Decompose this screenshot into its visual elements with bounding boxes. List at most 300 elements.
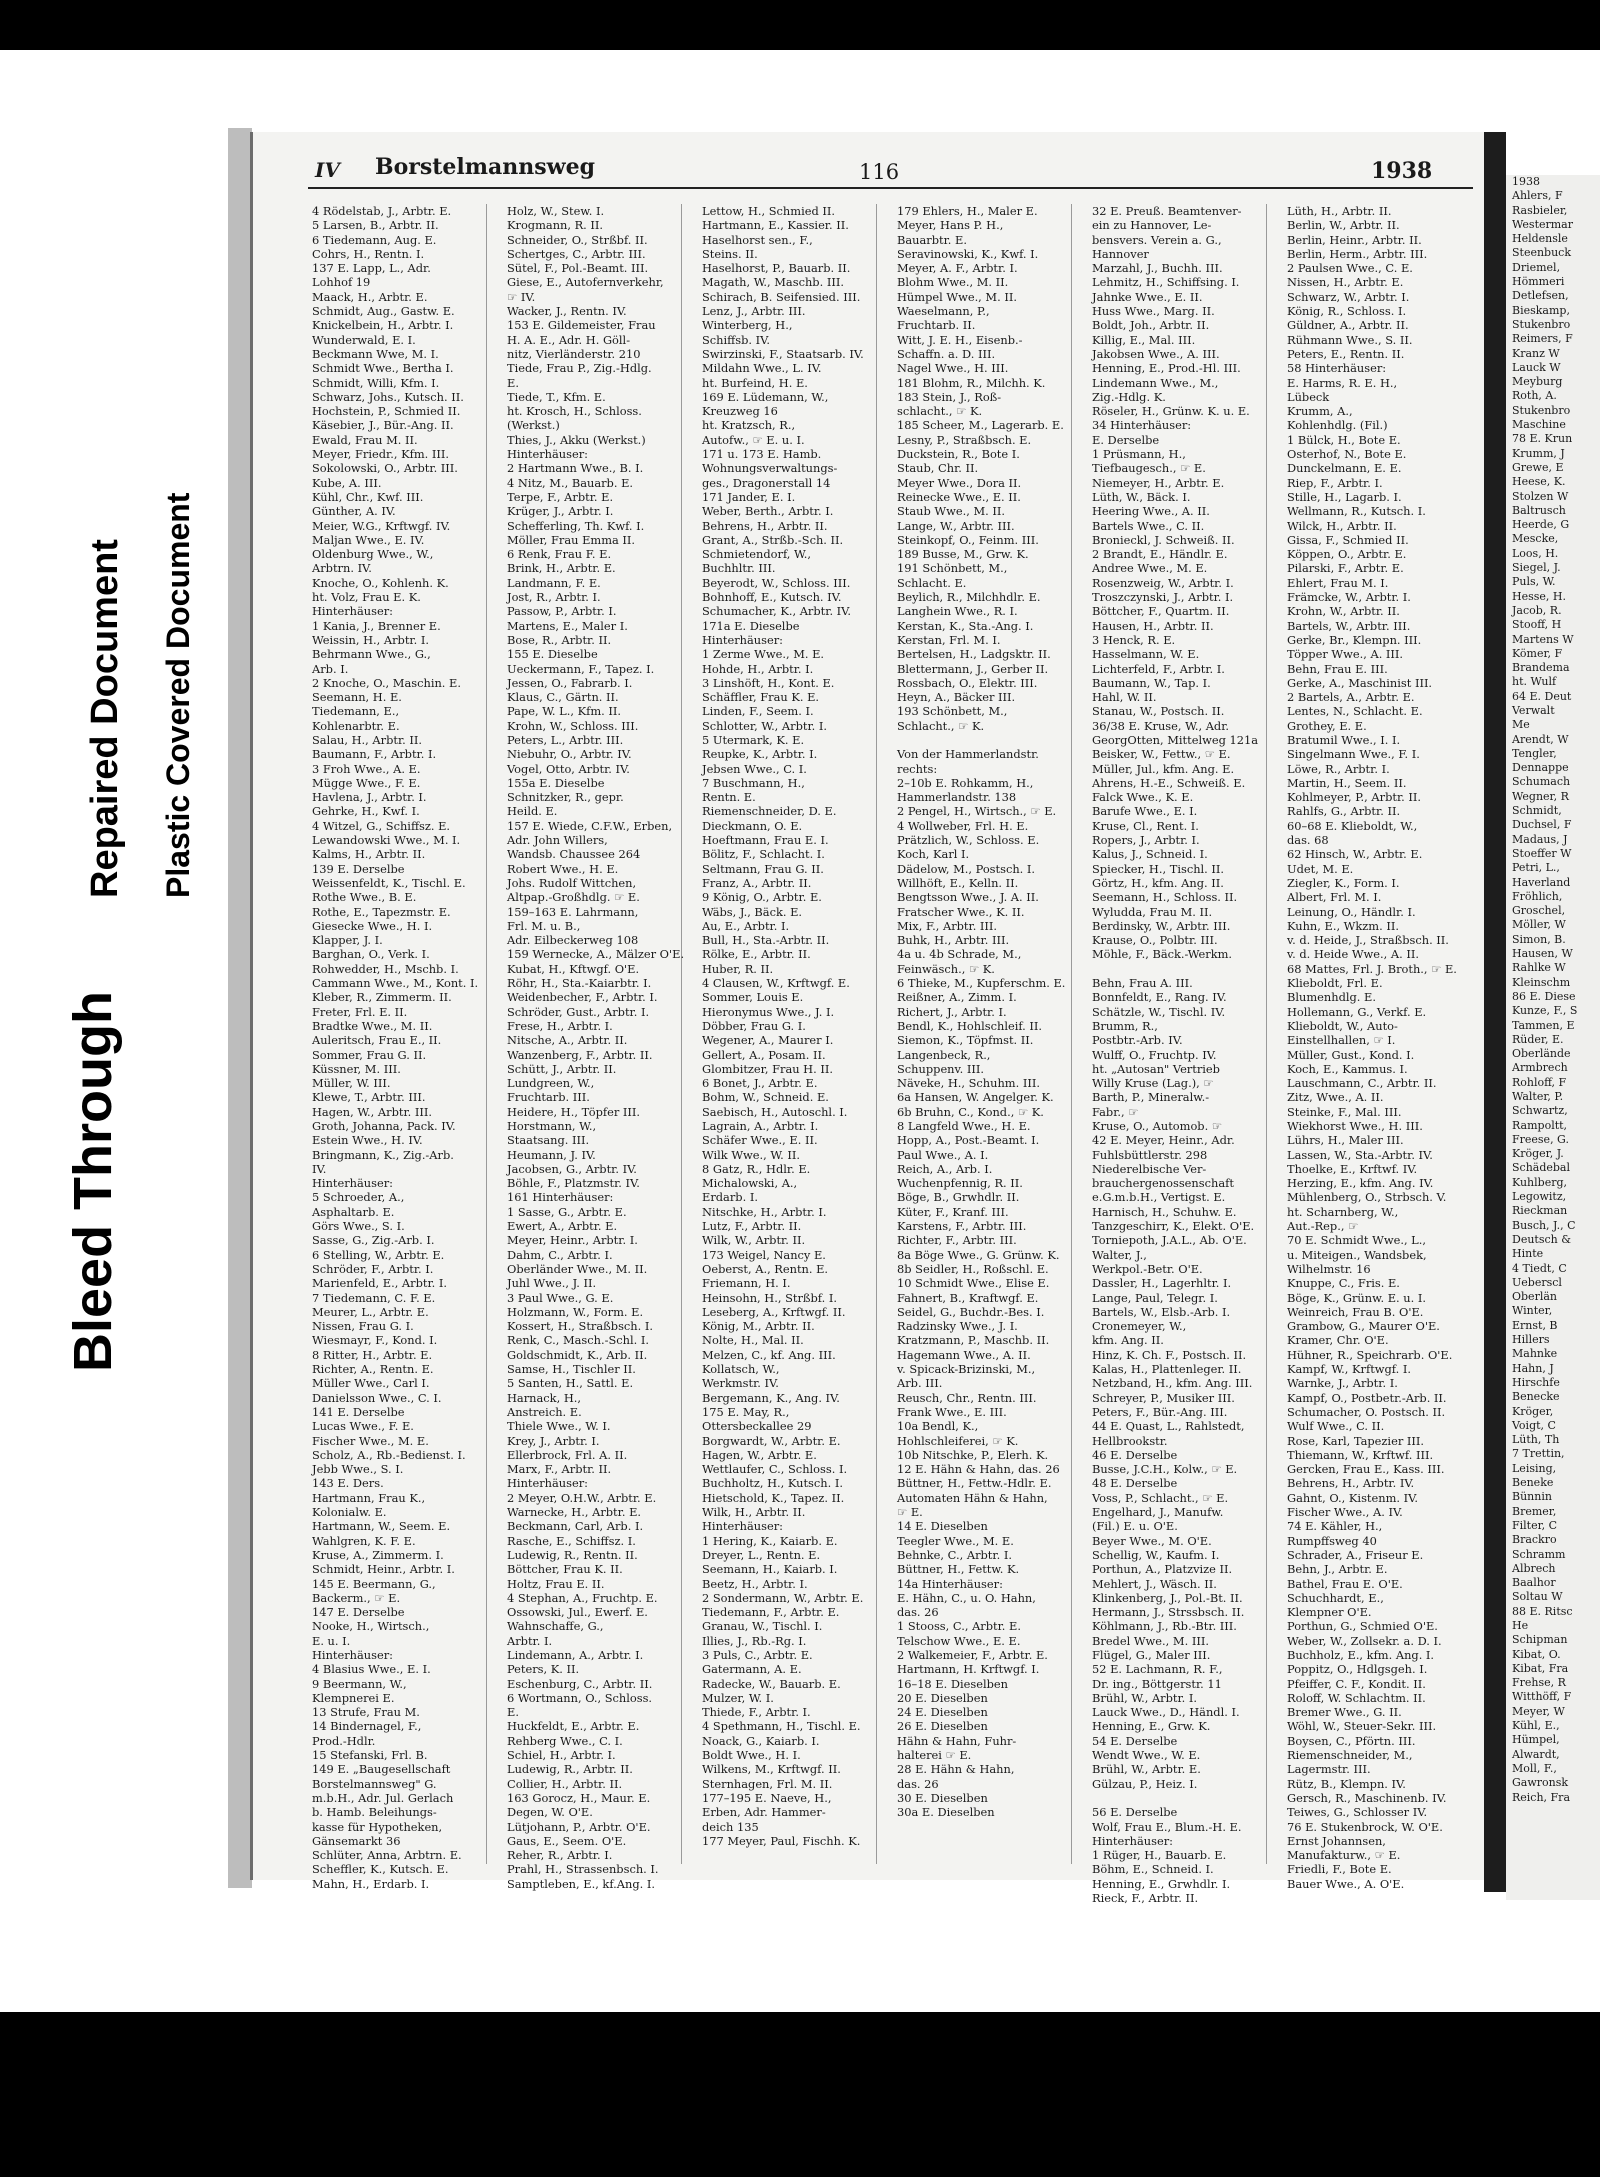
directory-entry: 34 Hinterhäuser:: [1092, 418, 1192, 433]
directory-entry: 2 Hartmann Wwe., B. I.: [507, 461, 644, 476]
directory-entry: Büttner, H., Fettw. K.: [897, 1562, 1020, 1577]
directory-entry: Lehmitz, H., Schiffsing. I.: [1092, 275, 1240, 290]
directory-entry: Kalus, J., Schneid. I.: [1092, 847, 1208, 862]
directory-entry: Barufe Wwe., E. I.: [1092, 804, 1198, 819]
directory-entry: 10b Nitschke, P., Elerh. K.: [897, 1447, 1049, 1462]
directory-entry: Wellmann, R., Kutsch. I.: [1287, 504, 1426, 519]
directory-entry: Troszczynski, J., Arbtr. I.: [1092, 590, 1234, 605]
directory-entry: 147 E. Derselbe: [312, 1605, 405, 1620]
directory-entry: Wilkens, M., Krftwgf. II.: [702, 1762, 841, 1777]
directory-entry: Degen, W. O'E.: [507, 1805, 593, 1820]
directory-entry: Krohn, W., Arbtr. II.: [1287, 604, 1400, 619]
directory-entry: Schröder, F., Arbtr. I.: [312, 1261, 434, 1276]
fragment-entry: Benecke: [1512, 1390, 1560, 1404]
directory-entry: Scholz, A., Rb.-Bedienst. I.: [312, 1447, 466, 1462]
directory-entry: Wilk, W., Arbtr. II.: [702, 1233, 806, 1248]
directory-entry: Niebuhr, O., Arbtr. IV.: [507, 747, 632, 762]
directory-entry: Güldner, A., Arbtr. II.: [1287, 318, 1409, 333]
directory-entry: Rohwedder, H., Mschb. I.: [312, 961, 459, 976]
directory-entry: Anstreich. E.: [507, 1404, 582, 1419]
directory-entry: Bartels, W., Arbtr. III.: [1287, 618, 1411, 633]
directory-entry: Wahnschaffe, G.,: [507, 1619, 604, 1634]
directory-entry: Ueckermann, F., Tapez. I.: [507, 661, 655, 676]
directory-entry: Bartels Wwe., C. II.: [1092, 518, 1205, 533]
fragment-entry: Legowitz,: [1512, 1190, 1567, 1204]
directory-entry: Schertges, C., Arbtr. III.: [507, 246, 646, 261]
directory-entry: Karstens, F., Arbtr. III.: [897, 1219, 1027, 1234]
directory-entry: Krogmann, R. II.: [507, 218, 604, 233]
directory-entry: 42 E. Meyer, Heinr., Adr.: [1092, 1133, 1235, 1148]
directory-entry: Torniepoth, J.A.L., Ab. O'E.: [1092, 1233, 1247, 1248]
fragment-entry: Dennappe: [1512, 761, 1569, 775]
directory-entry: Blohm Wwe., M. II.: [897, 275, 1009, 290]
directory-entry: Barth, P., Mineralw.-: [1092, 1090, 1210, 1105]
directory-entry: Melzen, C., kf. Ang. III.: [702, 1347, 836, 1362]
directory-entry: 175 E. May, R.,: [702, 1404, 790, 1419]
directory-entry: Rothe, E., Tapezmstr. E.: [312, 904, 451, 919]
directory-entry: Kühl, Chr., Kwf. III.: [312, 489, 424, 504]
directory-entry: Hollemann, G., Verkf. E.: [1287, 1004, 1427, 1019]
directory-entry: Wolf, Frau E., Blum.-H. E.: [1092, 1819, 1242, 1834]
directory-entry: Behnke, C., Arbtr. I.: [897, 1547, 1012, 1562]
directory-entry: Terpe, F., Arbtr. E.: [507, 489, 614, 504]
directory-entry: deich 135: [702, 1819, 759, 1834]
directory-entry: Richter, A., Rentn. E.: [312, 1362, 434, 1377]
directory-entry: Behrens, H., Arbtr. II.: [702, 518, 828, 533]
directory-entry: 48 E. Derselbe: [1092, 1476, 1178, 1491]
directory-entry: Lagermstr. III.: [1287, 1762, 1371, 1777]
directory-column-2: [503, 204, 685, 1891]
directory-entry: Lauck Wwe., D., Händl. I.: [1092, 1705, 1240, 1720]
directory-entry: 68 Mattes, Frl. J. Broth., ☞ E.: [1287, 961, 1457, 976]
directory-entry: Wiesmayr, F., Kond. I.: [312, 1333, 438, 1348]
directory-entry: Huckfeldt, E., Arbtr. E.: [507, 1719, 640, 1734]
directory-entry: Beylich, R., Milchhdlr. E.: [897, 590, 1041, 605]
directory-entry: 155a E. Dieselbe: [507, 775, 605, 790]
directory-entry: Schlacht., ☞ K.: [897, 718, 985, 733]
directory-entry: Kube, A. III.: [312, 475, 382, 490]
directory-entry: Langhein Wwe., R. I.: [897, 604, 1018, 619]
directory-entry: Schellig, W., Kaufm. I.: [1092, 1547, 1220, 1562]
directory-entry: Scheffler, K., Kutsch. E.: [312, 1862, 449, 1877]
fragment-entry: Heerde, G: [1512, 518, 1570, 532]
directory-entry: Flügel, G., Maler III.: [1092, 1647, 1211, 1662]
directory-entry: m.b.H., Adr. Jul. Gerlach: [312, 1790, 454, 1805]
fragment-entry: Krumm, J: [1512, 446, 1565, 460]
directory-entry: 2 Sondermann, W., Arbtr. E.: [702, 1590, 864, 1605]
directory-entry: Wahlgren, K. F. E.: [312, 1533, 416, 1548]
directory-entry: Hinterhäuser:: [702, 1519, 784, 1534]
directory-entry: Rasche, E., Schiffsz. I.: [507, 1533, 636, 1548]
directory-entry: Töpper Wwe., A. III.: [1287, 647, 1404, 662]
directory-entry: Möhle, F., Bäck.-Werkm.: [1092, 947, 1233, 962]
directory-entry: Feinwäsch., ☞ K.: [897, 961, 995, 976]
directory-entry: 4 Spethmann, H., Tischl. E.: [702, 1719, 861, 1734]
directory-entry: Thoelke, E., Krftwf. IV.: [1287, 1161, 1418, 1176]
fragment-entry: Puls, W.: [1512, 575, 1556, 589]
directory-entry: ht. „Autosan" Vertrieb: [1092, 1061, 1220, 1076]
directory-entry: Reupke, K., Arbtr. I.: [702, 747, 818, 762]
directory-entry: 8 Gatz, R., Hdlr. E.: [702, 1161, 811, 1176]
directory-entry: Frl. M. u. B.,: [507, 918, 581, 933]
directory-entry: Thiede, F., Arbtr. I.: [702, 1705, 811, 1720]
directory-entry: 10 Schmidt Wwe., Elise E.: [897, 1276, 1050, 1291]
directory-entry: Kohlenhdlg. (Fil.): [1287, 418, 1388, 433]
directory-entry: Vogel, Otto, Arbtr. IV.: [507, 761, 630, 776]
directory-entry: Schmidt, Aug., Gastw. E.: [312, 304, 455, 319]
directory-entry: Glombitzer, Frau H. II.: [702, 1061, 833, 1076]
directory-entry: Passow, P., Arbtr. I.: [507, 604, 617, 619]
fragment-entry: Soltau W: [1512, 1590, 1563, 1604]
fragment-entry: Albrech: [1512, 1561, 1556, 1575]
directory-entry: Ludewig, R., Rentn. II.: [507, 1547, 638, 1562]
directory-entry: 4a u. 4b Schrade, M.,: [897, 947, 1022, 962]
directory-entry: Arb. I.: [312, 661, 349, 676]
directory-entry: Lohhof 19: [312, 275, 371, 290]
directory-entry: Hopp, A., Post.-Beamt. I.: [897, 1133, 1040, 1148]
directory-entry: Poppitz, O., Hdlgsgeh. I.: [1287, 1662, 1428, 1677]
directory-entry: Kossert, H., Straßbsch. I.: [507, 1319, 653, 1334]
directory-entry: Riep, F., Arbtr. I.: [1287, 475, 1383, 490]
page-header: [253, 132, 1488, 182]
fragment-entry: Moll, F.,: [1512, 1761, 1557, 1775]
directory-entry: Weidenbecher, F., Arbtr. I.: [507, 990, 658, 1005]
directory-entry: Sommer, Louis E.: [702, 990, 804, 1005]
directory-entry: 4 Blasius Wwe., E. I.: [312, 1662, 431, 1677]
fragment-entry: Detlefsen,: [1512, 289, 1569, 303]
directory-entry: Gerke, Br., Klempn. III.: [1287, 632, 1422, 647]
directory-entry: E. Derselbe: [1092, 432, 1160, 447]
directory-entry: Seidel, G., Buchdr.-Bes. I.: [897, 1304, 1045, 1319]
directory-entry: Bradtke Wwe., M. II.: [312, 1018, 433, 1033]
directory-entry: 177 Meyer, Paul, Fischh. K.: [702, 1833, 861, 1848]
directory-entry: Radecke, W., Bauarb. E.: [702, 1676, 841, 1691]
directory-entry: Küssner, M. III.: [312, 1061, 401, 1076]
directory-entry: Krause, O., Polbtr. III.: [1092, 933, 1218, 948]
fragment-entry: Witthöff, F: [1512, 1690, 1572, 1704]
directory-entry: Wilck, H., Arbtr. II.: [1287, 518, 1397, 533]
directory-entry: 8 Ritter, H., Arbtr. E.: [312, 1347, 433, 1362]
directory-entry: Autofw., ☞ E. u. I.: [702, 432, 805, 447]
directory-entry: Postbtr.-Arb. IV.: [1092, 1033, 1183, 1048]
directory-entry: Cammann Wwe., M., Kont. I.: [312, 976, 479, 991]
directory-entry: Gercken, Frau E., Kass. III.: [1287, 1462, 1445, 1477]
directory-entry: Schlotter, W., Arbtr. I.: [702, 718, 828, 733]
directory-entry: Rentn. E.: [702, 790, 756, 805]
directory-entry: Schaffn. a. D. III.: [897, 346, 996, 361]
directory-entry: Seemann, H., Schloss. II.: [1092, 890, 1238, 905]
directory-entry: Robert Wwe., H. E.: [507, 861, 619, 876]
directory-entry: Boysen, C., Pförtn. III.: [1287, 1733, 1416, 1748]
fragment-entry: Schmidt,: [1512, 804, 1562, 818]
directory-entry: Beisker, W., Fettw., ☞ E.: [1092, 747, 1231, 762]
directory-entry: Böge, B., Grwhdlr. II.: [897, 1190, 1020, 1205]
directory-entry: Singelmann Wwe., F. I.: [1287, 747, 1420, 762]
directory-entry: Auleritsch, Frau E., II.: [312, 1033, 442, 1048]
directory-entry: Sokolowski, O., Arbtr. III.: [312, 461, 458, 476]
directory-entry: Hähn & Hahn, Fuhr-: [897, 1733, 1017, 1748]
directory-entry: Fruchtarb. II.: [897, 318, 976, 333]
directory-entry: 13 Strufe, Frau M.: [312, 1705, 420, 1720]
directory-entry: Weinreich, Frau B. O'E.: [1287, 1304, 1424, 1319]
fragment-entry: 64 E. Deut: [1512, 689, 1572, 703]
directory-entry: Martin, H., Seem. II.: [1287, 775, 1407, 790]
directory-entry: E.: [507, 1705, 519, 1720]
directory-entry: Thiemann, W., Krftwf. III.: [1287, 1447, 1434, 1462]
directory-entry: Schmidt, Willi, Kfm. I.: [312, 375, 440, 390]
fragment-entry: Beneke: [1512, 1476, 1554, 1490]
directory-entry: Nagel Wwe., H. III.: [897, 361, 1009, 376]
directory-entry: Backerm., ☞ E.: [312, 1590, 401, 1605]
directory-entry: Baumann, W., Tap. I.: [1092, 675, 1211, 690]
directory-entry: Böhle, F., Platzmstr. IV.: [507, 1176, 640, 1191]
fragment-entry: Leising,: [1512, 1461, 1557, 1475]
directory-entry: 6 Wortmann, O., Schloss.: [507, 1690, 653, 1705]
directory-entry: Rahlfs, G., Arbtr. II.: [1287, 804, 1401, 819]
directory-entry: Hinterhäuser:: [312, 1176, 394, 1191]
fragment-entry: Loos, H.: [1512, 546, 1559, 560]
directory-entry: Hinterhäuser:: [702, 632, 784, 647]
directory-entry: Wendt Wwe., W. E.: [1092, 1748, 1201, 1763]
directory-entry: Seemann, H., Kaiarb. I.: [702, 1562, 838, 1577]
directory-entry: 139 E. Derselbe: [312, 861, 405, 876]
directory-entry: 26 E. Dieselben: [897, 1719, 988, 1734]
fragment-entry: 86 E. Diese: [1512, 989, 1576, 1003]
directory-entry: Kreuzweg 16: [702, 404, 778, 419]
fragment-entry: Reich, Fra: [1512, 1790, 1570, 1804]
directory-entry: 157 E. Wiede, C.F.W., Erben,: [507, 818, 673, 833]
directory-entry: Netzband, H., kfm. Ang. III.: [1092, 1376, 1253, 1391]
directory-entry: Hühner, R., Speichrarb. O'E.: [1287, 1347, 1453, 1362]
directory-entry: Reich, A., Arb. I.: [897, 1161, 993, 1176]
directory-entry: Klieboldt, Frl. E.: [1287, 976, 1383, 991]
fragment-entry: Filter, C: [1512, 1518, 1558, 1532]
directory-entry: Schmidt Wwe., Bertha I.: [312, 361, 454, 376]
directory-entry: Hochstein, P., Schmied II.: [312, 404, 461, 419]
directory-entry: kfm. Ang. II.: [1092, 1333, 1164, 1348]
directory-entry: 159 Wernecke, A., Mälzer O'E.: [507, 947, 685, 962]
directory-entry: 44 E. Quast, L., Rahlstedt,: [1092, 1419, 1245, 1434]
directory-column-4: [893, 204, 1072, 1864]
directory-entry: Ottersbeckallee 29: [702, 1419, 812, 1434]
directory-entry: 141 E. Derselbe: [312, 1404, 405, 1419]
directory-entry: Gatermann, A. E.: [702, 1662, 802, 1677]
directory-entry: Wiekhorst Wwe., H. III.: [1287, 1119, 1423, 1133]
directory-entry: 145 E. Beermann, G.,: [312, 1576, 436, 1591]
directory-entry: 173 Weigel, Nancy E.: [702, 1247, 826, 1262]
directory-entry: Schneider, O., Strßbf. II.: [507, 232, 648, 247]
directory-entry: 14 E. Dieselben: [897, 1519, 988, 1534]
directory-entry: Horstmann, W.,: [507, 1119, 597, 1133]
directory-entry: Goldschmidt, K., Arb. II.: [507, 1347, 648, 1362]
directory-entry: Seemann, H. E.: [312, 690, 402, 705]
directory-page: [250, 132, 1488, 1906]
directory-entry: Andree Wwe., M. E.: [1092, 561, 1208, 576]
directory-entry: Rölke, E., Arbtr. II.: [702, 947, 811, 962]
directory-entry: Wandsb. Chaussee 264: [507, 847, 641, 862]
directory-entry: 1 Hering, K., Kaiarb. E.: [702, 1533, 838, 1548]
fragment-entry: Fröhlich,: [1512, 889, 1563, 903]
directory-entry: Klapper, J. I.: [312, 933, 383, 948]
directory-entry: Stanau, W., Postsch. II.: [1092, 704, 1225, 719]
fragment-entry: Lauck W: [1512, 360, 1561, 374]
directory-entry: Lucas Wwe., F. E.: [312, 1419, 414, 1434]
directory-entry: Giese, E., Autofernverkehr,: [507, 275, 664, 290]
directory-entry: Rossbach, O., Elektr. III.: [897, 675, 1038, 690]
directory-entry: Hahl, W. II.: [1092, 690, 1157, 705]
fragment-entry: Baalhor: [1512, 1576, 1556, 1590]
fragment-entry: Ernst, B: [1512, 1318, 1558, 1332]
directory-entry: Winterberg, H.,: [702, 318, 793, 333]
directory-entry: Siemon, K., Töpfmst. II.: [897, 1033, 1034, 1048]
directory-entry: Tiede, T., Kfm. E.: [507, 389, 606, 404]
directory-entry: 5 Santen, H., Sattl. E.: [507, 1376, 634, 1391]
directory-entry: ht. Burfeind, H. E.: [702, 375, 808, 390]
directory-entry: halterei ☞ E.: [897, 1748, 972, 1763]
directory-entry: Müller, Gust., Kond. I.: [1287, 1047, 1415, 1062]
directory-entry: Böttcher, F., Quartm. II.: [1092, 604, 1230, 619]
directory-entry: Fahnert, B., Kraftwgf. E.: [897, 1290, 1039, 1305]
bottom-scan-border: [0, 2012, 1600, 2177]
directory-entry: Kolonialw. E.: [312, 1505, 387, 1520]
directory-entry: Bose, R., Arbtr. II.: [507, 632, 612, 647]
directory-entry: Fabr., ☞: [1092, 1104, 1139, 1119]
directory-entry: Zitz, Wwe., A. II.: [1287, 1090, 1384, 1105]
directory-entry: Henning, E., Prod.-Hl. III.: [1092, 361, 1241, 376]
fragment-entry: Hesse, H.: [1512, 589, 1566, 603]
directory-entry: Meyer, Friedr., Kfm. III.: [312, 447, 449, 462]
directory-entry: 3 Puls, C., Arbtr. E.: [702, 1647, 813, 1662]
fragment-entry: Meyer, W: [1512, 1704, 1565, 1718]
directory-entry: Berlin, Herm., Arbtr. III.: [1287, 246, 1428, 261]
directory-entry: 5 Utermark, K. E.: [702, 732, 805, 747]
directory-entry: Nooke, H., Wirtsch.,: [312, 1619, 430, 1634]
directory-entry: 171a E. Dieselbe: [702, 618, 800, 633]
directory-entry: Kramer, Chr. O'E.: [1287, 1333, 1389, 1348]
fragment-entry: Frehse, R: [1512, 1676, 1566, 1690]
fragment-entry: Kröger,: [1512, 1404, 1554, 1418]
directory-entry: Reinecke Wwe., E. II.: [897, 489, 1021, 504]
directory-entry: Wunderwald, E. I.: [312, 332, 416, 347]
directory-entry: Salau, H., Arbtr. II.: [312, 732, 422, 747]
directory-entry: 137 E. Lapp, L., Adr.: [312, 261, 431, 276]
street-title: Borstelmannsweg: [375, 154, 595, 180]
directory-entry: Borstelmannsweg" G.: [312, 1776, 437, 1791]
directory-entry: Marx, F., Arbtr. II.: [507, 1462, 612, 1477]
directory-entry: [1088, 962, 1266, 976]
directory-entry: Ziegler, K., Form. I.: [1287, 875, 1400, 890]
annotation-labels: [0, 0, 260, 2012]
directory-entry: Mahn, H., Erdarb. I.: [312, 1876, 430, 1891]
fragment-entry: 78 E. Krun: [1512, 432, 1573, 446]
directory-entry: Lange, Paul, Telegr. I.: [1092, 1290, 1218, 1305]
directory-entry: Nitschke, H., Arbtr. I.: [702, 1204, 827, 1219]
fragment-entry: Groschel,: [1512, 904, 1566, 918]
directory-entry: Teiwes, G., Schlosser IV.: [1287, 1805, 1428, 1820]
directory-entry: Wacker, J., Rentn. IV.: [507, 304, 627, 319]
directory-entry: Buchhltr. III.: [702, 561, 776, 576]
directory-entry: Ludewig, R., Arbtr. II.: [507, 1762, 633, 1777]
directory-entry: 189 Busse, M., Grw. K.: [897, 547, 1029, 562]
directory-entry: Johs. Rudolf Wittchen,: [507, 875, 637, 890]
directory-entry: Steins. II.: [702, 246, 758, 261]
directory-entry: Samse, H., Tischler II.: [507, 1362, 636, 1377]
directory-entry: Behn, J., Arbtr. E.: [1287, 1562, 1388, 1577]
directory-entry: Blettermann, J., Gerber II.: [897, 661, 1049, 676]
directory-entry: Huss Wwe., Marg. II.: [1092, 304, 1215, 319]
directory-entry: Nissen, Frau G. I.: [312, 1319, 414, 1334]
directory-entry: Herzing, E., kfm. Ang. IV.: [1287, 1176, 1434, 1191]
directory-entry: Spiecker, H., Tischl. II.: [1092, 861, 1225, 876]
fragment-entry: Kühl, E.,: [1512, 1719, 1560, 1733]
directory-entry: Prahl, H., Strassenbsch. I.: [507, 1862, 659, 1877]
directory-entry: 181 Blohm, R., Milchh. K.: [897, 375, 1046, 390]
directory-entry: ht. Volz, Frau E. K.: [312, 590, 421, 605]
directory-entry: Holtz, Frau E. II.: [507, 1576, 605, 1591]
directory-entry: Näveke, H., Schuhm. III.: [897, 1076, 1040, 1091]
directory-entry: Mulzer, W. I.: [702, 1690, 774, 1705]
directory-entry: 60–68 E. Klieboldt, W.,: [1287, 818, 1418, 833]
directory-entry: 70 E. Schmidt Wwe., L.,: [1287, 1233, 1426, 1248]
directory-entry: Tiedemann, F., Arbtr. E.: [702, 1605, 840, 1620]
directory-entry: Frese, H., Arbtr. I.: [507, 1018, 613, 1033]
directory-entry: Dassler, H., Lagerhltr. I.: [1092, 1276, 1232, 1291]
directory-entry: Schnitzker, R., gepr.: [507, 790, 624, 805]
fragment-entry: Rasbieler,: [1512, 203, 1568, 217]
directory-entry: 159–163 E. Lahrmann,: [507, 904, 639, 919]
directory-entry: Blumenhdlg. E.: [1287, 990, 1376, 1005]
directory-entry: Gaus, E., Seem. O'E.: [507, 1833, 627, 1848]
directory-entry: 171 u. 173 E. Hamb.: [702, 447, 822, 462]
directory-entry: Porthun, A., Platzvize II.: [1092, 1562, 1233, 1577]
directory-entry: Schwarz, Johs., Kutsch. II.: [312, 389, 464, 404]
directory-entry: Pilarski, F., Arbtr. E.: [1287, 561, 1404, 576]
directory-entry: Knoche, O., Kohlenh. K.: [312, 575, 449, 590]
fragment-entry: Alwardt,: [1512, 1747, 1560, 1761]
directory-entry: Sommer, Frau G. II.: [312, 1047, 427, 1062]
directory-entry: Schumacher, K., Arbtr. IV.: [702, 604, 852, 619]
directory-entry: Kampf, O., Postbetr.-Arb. II.: [1287, 1390, 1447, 1405]
directory-entry: 9 König, O., Arbtr. E.: [702, 890, 822, 905]
directory-entry: Lenz, J., Arbtr. III.: [702, 304, 806, 319]
directory-entry: Bauarbtr. E.: [897, 232, 967, 247]
directory-entry: Holzmann, W., Form. E.: [507, 1304, 644, 1319]
directory-entry: 2–10b E. Rohkamm, H.,: [897, 775, 1034, 790]
directory-entry: Gänsemarkt 36: [312, 1833, 401, 1848]
directory-entry: Illies, J., Rb.-Rg. I.: [702, 1633, 807, 1648]
directory-entry: Jacobsen, G., Arbtr. IV.: [507, 1161, 637, 1176]
directory-entry: Fratscher Wwe., K. II.: [897, 904, 1025, 919]
directory-entry: nitz, Vierländerstr. 210: [507, 346, 641, 361]
directory-entry: Schuchhardt, E.,: [1287, 1590, 1384, 1605]
directory-entry: Porthun, G., Schmied O'E.: [1287, 1619, 1438, 1634]
directory-entry: schlacht., ☞ K.: [897, 404, 983, 419]
directory-entry: Rumpffsweg 40: [1287, 1533, 1377, 1548]
directory-entry: Henning, E., Grwhdlr. I.: [1092, 1876, 1231, 1891]
directory-entry: Wäbs, J., Bäck. E.: [702, 904, 803, 919]
directory-entry: Bonnfeldt, E., Rang. IV.: [1092, 990, 1227, 1005]
directory-entry: Bredel Wwe., M. III.: [1092, 1633, 1209, 1648]
plastic-covered-label: Plastic Covered Document: [160, 492, 196, 898]
directory-entry: Peters, E., Rentn. II.: [1287, 346, 1405, 361]
directory-entry: GeorgOtten, Mittelweg 121a: [1092, 732, 1259, 747]
fragment-entry: Busch, J., C: [1512, 1218, 1576, 1232]
directory-entry: Maljan Wwe., E. IV.: [312, 532, 425, 547]
directory-entry: Hartmann, Frau K.,: [312, 1490, 426, 1505]
directory-entry: brauchergenossenschaft: [1092, 1176, 1234, 1191]
year-label: 1938: [1371, 158, 1433, 184]
directory-entry: Främcke, W., Arbtr. I.: [1287, 590, 1411, 605]
